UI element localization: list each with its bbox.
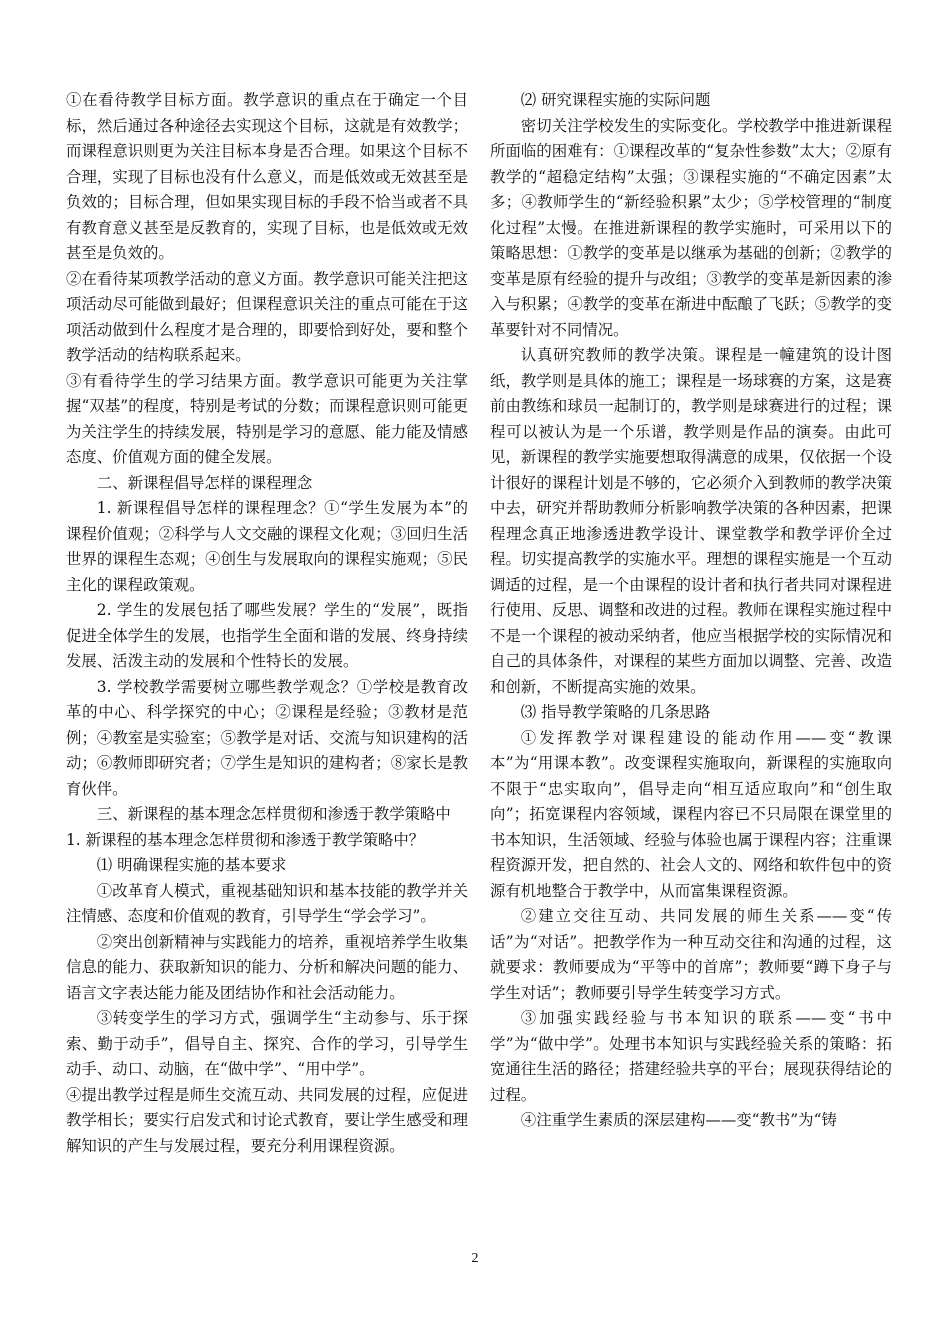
paragraph: ③有看待学生的学习结果方面。教学意识可能更为关注掌握“双基”的程度，特别是考试的分数；而课程意识则可能更为关注学生的持续发展，特别是学习的意愿、能力能及情感态度、价值观方面的健全发展。 (66, 371, 468, 466)
paragraph: ④提出教学过程是师生交流互动、共同发展的过程，应促进教学相长；要实行启发式和讨论式教育，要让学生感受和理解知识的产生与发展过程，要充分利用课程资源。 (66, 1085, 468, 1155)
section-heading: 三、新课程的基本理念怎样贯彻和渗透于教学策略中 (96, 805, 451, 823)
left-column (66, 88, 468, 1159)
subsection-heading: ⑶ 指导教学策略的几条思路 (520, 703, 711, 721)
paragraph: ①在看待教学目标方面。教学意识的重点在于确定一个目标，然后通过各种途径去实现这个目标，这就是有效教学；而课程意识则更为关注目标本身是否合理。如果这个目标不合理，实现了目标也没有什么意义，而是低效或无效甚至是负效的；目标合理，但如果实现目标的手段不恰当或者不具有教育意义甚至是反教育的，实现了目标，也是低效或无效甚至是负效的。 (66, 91, 468, 262)
section-heading: 二、新课程倡导怎样的课程理念 (96, 473, 313, 492)
question-heading: 1. 新课程的基本理念怎样贯彻和渗透于教学策略中？ (66, 830, 425, 849)
paragraph: ③加强实践经验与书本知识的联系——变“书中学”为“做中学”。处理书本知识与实践经验关系的策略：拓宽通往生活的路径；搭建经验共享的平台；展现获得结论的过程。 (490, 1009, 892, 1104)
paragraph: 2. 学生的发展包括了哪些发展？学生的“发展”，既指促进全体学生的发展，也指学生全面和谐的发展、终身持续发展、活泼主动的发展和个性特长的发展。 (66, 601, 468, 670)
paragraph: ①发挥教学对课程建设的能动作用——变“教课本”为“用课本教”。改变课程实施取向，新课程的实施取向不限于“忠实取向”，倡导走向“相互适应取向”和“创生取向”；拓宽课程内容领域，课程内容已不只局限在课堂里的书本知识，生活领域、经验与体验也属于课程内容；注重课程资源开发，把自然的、社会人文的、网络和软件包中的资源有机地整合于教学中，从而富集课程资源。 (490, 728, 892, 900)
paragraph: 1. 新课程倡导怎样的课程理念？①“学生发展为本”的课程价值观；②科学与人文交融的课程文化观；③回归生活世界的课程生态观；④创生与发展取向的课程实施观；⑤民主化的课程政策观。 (66, 499, 468, 594)
subsection-heading: ⑵ 研究课程实施的实际问题 (520, 91, 711, 109)
paragraph: 3. 学校教学需要树立哪些教学观念？①学校是教育改革的中心、科学探究的中心；②课程是经验；③教材是范例；④教室是实验室；⑤教学是对话、交流与知识建构的活动；⑥教师即研究者；⑦学生是知识的建构者；⑧家长是教育伙伴。 (66, 677, 468, 798)
paragraph: 认真研究教师的教学决策。课程是一幢建筑的设计图纸，教学则是具体的施工；课程是一场球赛的方案，这是赛前由教练和球员一起制订的，教学则是球赛进行的过程；课程可以被认为是一个乐谱，教学则是作品的演奏。由此可见，新课程的教学实施要想取得满意的成果，仅依据一个设计很好的课程计划是不够的，它必须介入到教师的教学决策中去，研究并帮助教师分析影响教学决策的各种因素，把课程理念真正地渗透进教学设计、课堂教学和教学评价全过程。切实提高教学的实施水平。理想的课程实施是一个互动调适的过程，是一个由课程的设计者和执行者共同对课程进行使用、反思、调整和改进的过程。教师在课程实施过程中不是一个课程的被动采纳者，他应当根据学校的实际情况和自己的具体条件，对课程的某些方面加以调整、完善、改造和创新，不断提高实施的效果。 (490, 346, 892, 696)
paragraph: ④注重学生素质的深层建构——变“教书”为“铸 (520, 1111, 837, 1129)
paragraph: ③转变学生的学习方式，强调学生“主动参与、乐于探索、勤于动手”，倡导自主、探究、合作的学习，引导学生动手、动口、动脑，在“做中学”、“用中学”。 (66, 1009, 468, 1078)
paragraph: 密切关注学校发生的实际变化。学校教学中推进新课程所面临的困难有：①课程改革的“复杂性参数”太大；②原有教学的“超稳定结构”太强；③课程实施的“不确定因素”太多；④教师学生的“新经验积累”太少；⑤学校管理的“制度化过程”太慢。在推进新课程的教学实施时，可采用以下的策略思想：①教学的变革是以继承为基础的创新；②教学的变革是原有经验的提升与改组；③教学的变革是新因素的渗入与积累；④教学的变革在渐进中酝酿了飞跃；⑤教学的变革要针对不同情况。 (490, 116, 892, 339)
paragraph: ①改革育人模式，重视基础知识和基本技能的教学并关注情感、态度和价值观的教育，引导学生“学会学习”。 (66, 881, 468, 925)
paragraph: ②在看待某项教学活动的意义方面。教学意识可能关注把这项活动尽可能做到最好；但课程意识关注的重点可能在于这项活动做到什么程度才是合理的，即要恰到好处，要和整个教学活动的结构联系起来。 (66, 269, 468, 364)
right-column (490, 88, 892, 1134)
page-number: 2 (471, 1251, 479, 1266)
subsection-heading: ⑴ 明确课程实施的基本要求 (96, 856, 287, 874)
paragraph: ②突出创新精神与实践能力的培养，重视培养学生收集信息的能力、获取新知识的能力、分析和解决问题的能力、语言文字表达能力能及团结协作和社会活动能力。 (66, 932, 468, 1002)
paragraph: ②建立交往互动、共同发展的师生关系——变“传话”为“对话”。把教学作为一种互动交往和沟通的过程，这就要求：教师要成为“平等中的首席”；教师要“蹲下身子与学生对话”；教师要引导学生转变学习方式。 (490, 907, 892, 1002)
